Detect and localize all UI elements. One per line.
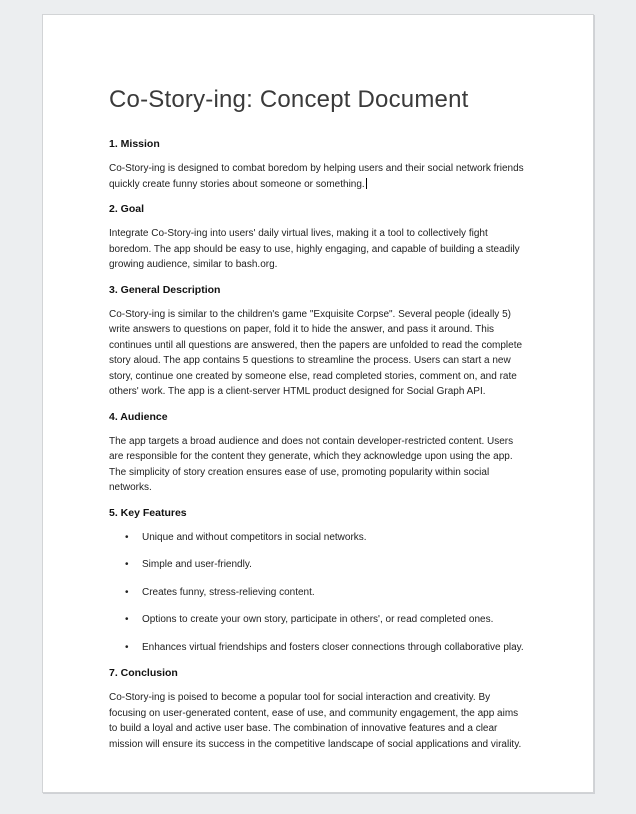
bullet-icon: • — [125, 586, 129, 598]
list-item[interactable] — [125, 585, 527, 601]
bullet-icon: • — [125, 641, 129, 653]
list-item[interactable] — [125, 640, 527, 656]
section-body-mission[interactable] — [109, 161, 527, 192]
text-cursor — [366, 178, 367, 189]
section-heading-mission[interactable]: 1. Mission — [109, 138, 160, 150]
document-page[interactable] — [42, 14, 594, 793]
document-title[interactable]: Co-Story-ing: Concept Document — [109, 86, 469, 113]
section-body-general-description[interactable]: Co-Story-ing is similar to the children's game "Exquisite Corpse". Several people (ideally 5) write answers to questions on paper, fold it to hide the answer, and pass it around. This continues until all questions are answered, then the papers are unfolded to read the complete story aloud. The app contains 5 questions to streamline the process. Users can start a new story, continue one created by someone else, read completed stories, comment on, and rate others' work. The app is a client-server HTML product designed for Social Graph API. — [109, 308, 523, 397]
list-item-text: Options to create your own story, participate in others', or read completed ones. — [142, 614, 494, 625]
section-heading-general-description[interactable]: 3. General Description — [109, 283, 221, 296]
list-item-text: Creates funny, stress-relieving content. — [142, 586, 315, 598]
bullet-icon: • — [125, 559, 129, 570]
list-item-text: Unique and without competitors in social networks. — [142, 531, 367, 543]
list-item[interactable] — [125, 557, 527, 573]
key-features-list — [109, 530, 527, 656]
section-heading-audience[interactable]: 4. Audience — [109, 410, 168, 423]
section-heading-goal[interactable]: 2. Goal — [109, 203, 145, 215]
bullet-icon: • — [125, 614, 129, 625]
paragraph-text: Co-Story-ing is designed to combat boredom by helping users and their social network friends quickly create funny stories about someone or something. — [109, 163, 524, 190]
bullet-icon: • — [125, 531, 129, 543]
list-item[interactable] — [125, 612, 527, 628]
section-heading-key-features[interactable]: 5. Key Features — [109, 506, 187, 519]
section-body-audience[interactable]: The app targets a broad audience and does not contain developer-restricted content. Users are responsible for the content they generate, which they acknowledge upon using the app. The simplicity of story creation ensures ease of use, promoting popularity within social networks. — [109, 435, 514, 493]
section-heading-conclusion[interactable]: 7. Conclusion — [109, 667, 178, 679]
section-body-conclusion[interactable]: Co-Story-ing is poised to become a popular tool for social interaction and creativity. By focusing on user-generated content, ease of use, and community engagement, the app aims to build a loyal and active user base. The combination of innovative features and a clear mission will ensure its success in the competitive landscape of social applications and virality. — [109, 692, 522, 750]
section-body-goal[interactable]: Integrate Co-Story-ing into users' daily virtual lives, making it a tool to collectively fight boredom. The app should be easy to use, highly engaging, and capable of building a steadily growing audience, similar to bash.org. — [109, 228, 520, 270]
list-item-text: Enhances virtual friendships and fosters closer connections through collaborative play. — [142, 641, 524, 653]
list-item[interactable] — [125, 530, 527, 546]
list-item-text: Simple and user-friendly. — [142, 559, 252, 570]
